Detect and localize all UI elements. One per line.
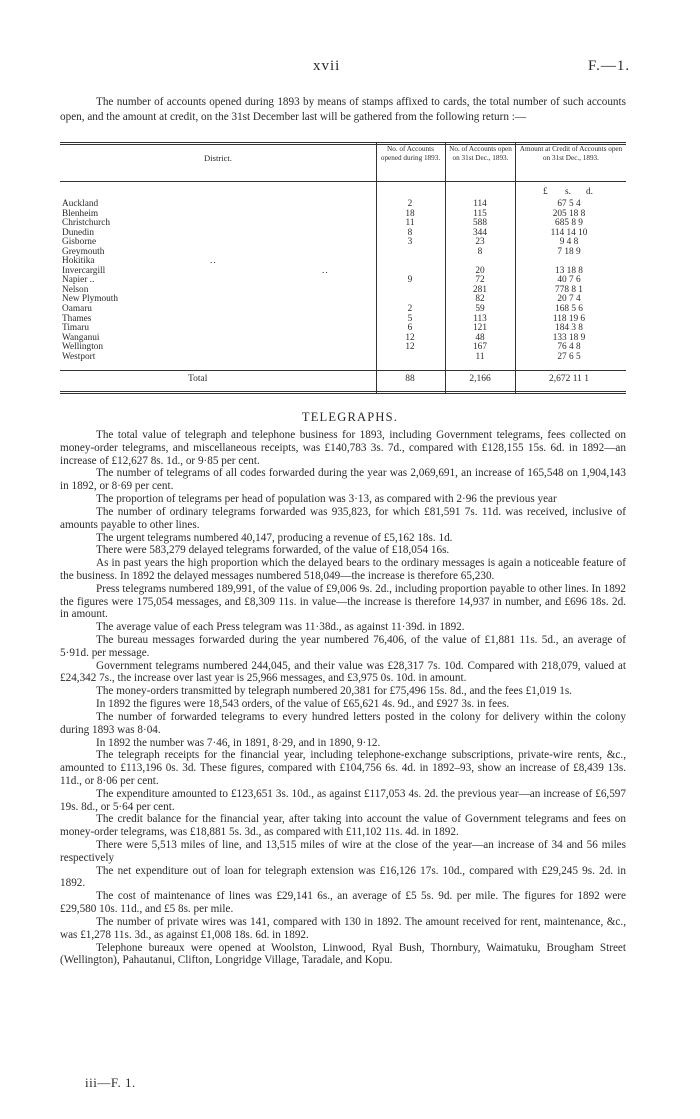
- currency-header-row: [60, 188, 626, 198]
- open-cell: 48: [475, 332, 485, 343]
- amount-cell: 7 18 9: [557, 246, 581, 257]
- open-cell: 114: [473, 199, 487, 209]
- table-row: [60, 334, 626, 344]
- paragraph: In 1892 the number was 7·46, in 1891, 8·29, and in 1890, 9·12.: [96, 736, 381, 749]
- amount-cell: 778 8 1: [555, 284, 583, 295]
- paragraph: The proportion of telegrams per head of population was 3·13, as compared with 2·96 the previous year: [96, 493, 557, 506]
- district-cell: Nelson: [62, 284, 89, 295]
- open-cell: 11: [475, 351, 485, 362]
- leader-dots: ..: [210, 256, 217, 267]
- amount-cell: 685 8 9: [555, 218, 583, 229]
- page-number: xvii: [313, 58, 341, 74]
- header-amount: Amount at Credit of Accounts open on 31st Dec., 1893.: [519, 145, 623, 162]
- total-open: 2,166: [469, 374, 491, 384]
- paragraph: As in past years the high proportion which the delayed bears to the ordinary messages is again a noticeable feature of the business. In 1892 the delayed messages numbered 518,049—the increase is therefore 65,230.: [60, 557, 626, 582]
- opened-cell: 2: [407, 199, 413, 209]
- open-cell: 588: [473, 218, 487, 229]
- paragraph: There were 5,513 miles of line, and 13,515 miles of wire at the close of the year—an increase of 34 and 56 miles respectively: [60, 839, 626, 864]
- table-row: [60, 267, 626, 277]
- district-cell: Christchurch: [62, 218, 111, 229]
- document-code: F.—1.: [588, 58, 631, 74]
- table-row: [60, 238, 626, 248]
- district-cell: Dunedin: [62, 227, 95, 238]
- district-cell: Oamaru: [62, 304, 92, 315]
- header-opened: No. of Accounts opened during 1893.: [380, 145, 441, 162]
- paragraph: The number of telegrams of all codes forwarded during the year was 2,069,691, an increase of 165,548 on 1,904,143 in 1892, or 8·69 per cent.: [60, 467, 626, 493]
- district-cell: Hokitika: [62, 256, 95, 267]
- table-row: [60, 248, 626, 258]
- open-cell: 121: [473, 323, 487, 334]
- open-cell: 115: [473, 208, 487, 219]
- opened-cell: 12: [405, 332, 415, 343]
- open-cell: 72: [475, 275, 485, 286]
- district-cell: Wellington: [62, 342, 104, 353]
- table-total-rule: [60, 370, 626, 371]
- table-header-rule: [60, 181, 626, 182]
- open-cell: 113: [473, 313, 487, 324]
- table-row: [60, 305, 626, 315]
- pounds-symbol: £: [543, 187, 548, 197]
- district-cell: Greymouth: [62, 246, 105, 257]
- opened-cell: 9: [407, 275, 413, 286]
- table-row: [60, 286, 626, 296]
- amount-cell: 184 3 8: [555, 323, 583, 334]
- accounts-table: [60, 142, 626, 394]
- amount-cell: 13 18 8: [555, 265, 583, 276]
- amount-cell: 168 5 6: [555, 304, 583, 315]
- total-label: Total: [188, 374, 208, 384]
- paragraph: There were 583,279 delayed telegrams forwarded, of the value of £18,054 16s.: [96, 544, 450, 557]
- paragraph: The bureau messages forwarded during the year numbered 76,406, of the value of £1,881 11s. 5d., an average of 5·91d. per message.: [60, 634, 626, 659]
- district-cell: Invercargill: [62, 265, 106, 276]
- total-amount: 2,672 11 1: [548, 374, 590, 384]
- total-row: [60, 374, 626, 388]
- table-row: [60, 257, 626, 267]
- district-cell: Napier ..: [62, 275, 95, 286]
- telegraphs-body: [60, 429, 626, 967]
- open-cell: 8: [477, 246, 483, 257]
- paragraph: The number of ordinary telegrams forwarded was 935,823, for which £81,591 7s. 11d. was received, inclusive of amounts payable to other lines.: [60, 505, 626, 531]
- table-row: [60, 200, 626, 210]
- leader-dots: ..: [322, 265, 329, 276]
- open-cell: 82: [475, 294, 485, 305]
- total-opened: 88: [405, 374, 415, 384]
- amount-cell: 67 5 4: [557, 199, 581, 209]
- amount-cell: 76 4 8: [557, 342, 581, 353]
- paragraph: The telegraph receipts for the financial year, including telephone-exchange subscriptions, private-wire rents, &c., amounted to £113,196 0s. 3d. These figures, compared with £104,756 6s. 4d. in 1892–93, show an increase of £8,439 13s. 11d., or 8·06 per cent.: [60, 749, 626, 787]
- paragraph: The urgent telegrams numbered 40,147, producing a revenue of £5,162 18s. 1d.: [96, 531, 453, 544]
- amount-cell: 40 7 6: [557, 275, 581, 286]
- amount-cell: 118 19 6: [552, 313, 586, 324]
- paragraph: The total value of telegraph and telephone business for 1893, including Government telegrams, fees collected on money-order telegrams, and miscellaneous receipts, was £140,783 3s. 7d., compared with £128,155 15s. 6d. in 1892—an increase of £12,627 8s. 1d., or 9·85 per cent.: [60, 429, 626, 467]
- open-cell: 167: [473, 342, 487, 353]
- district-cell: Blenheim: [62, 208, 99, 219]
- table-body: [60, 200, 626, 362]
- paragraph: The number of private wires was 141, compared with 130 in 1892. The amount received for rent, maintenance, &c., was £1,278 11s. 3d., as against £1,008 18s. 6d. in 1892.: [60, 915, 626, 941]
- table-row: [60, 276, 626, 286]
- table-row: [60, 315, 626, 325]
- amount-cell: 9 4 8: [559, 237, 579, 248]
- opened-cell: 11: [405, 218, 415, 229]
- table-row: [60, 229, 626, 239]
- signature-footer: iii—F. 1.: [85, 1075, 136, 1090]
- paragraph: The credit balance for the financial year, after taking into account the value of Government telegrams and fees on money-order telegrams, was £18,881 5s. 3d., as compared with £11,102 11s. 4d. in 1892.: [60, 813, 626, 839]
- paragraph: The net expenditure out of loan for telegraph extension was £16,126 17s. 10d., compared with £29,245 9s. 2d. in 1892.: [60, 864, 626, 890]
- paragraph: Government telegrams numbered 244,045, and their value was £28,317 7s. 10d. Compared with 218,079, valued at £24,342 7s., the increase over last year is 25,966 messages, and £3,975 0s. 10d. in amount.: [60, 659, 626, 685]
- amount-cell: 114 14 10: [550, 227, 588, 238]
- paragraph: Press telegrams numbered 189,991, of the value of £9,006 9s. 2d., including proportion payable to other lines. In 1892 the figures were 175,054 messages, and £8,309 11s. in value—the increase is therefore 14,937 in number, and £696 18s. 2d. in amount.: [60, 582, 626, 621]
- district-cell: Timaru: [62, 323, 90, 334]
- paragraph: The expenditure amounted to £123,651 3s. 10d., as against £117,053 4s. 2d. the previous year—an increase of £6,597 19s. 8d., or 5·64 per cent.: [60, 787, 626, 813]
- paragraph: The number of forwarded telegrams to every hundred letters posted in the colony for delivery within the colony during 1893 was 8·04.: [60, 710, 626, 736]
- opened-cell: 6: [407, 323, 413, 334]
- opened-cell: 2: [407, 304, 413, 315]
- header-district: District.: [204, 153, 232, 163]
- opened-cell: 8: [407, 227, 413, 238]
- district-cell: Gisborne: [62, 237, 97, 248]
- table-row: [60, 210, 626, 220]
- paragraph: The cost of maintenance of lines was £29,141 6s., an average of £5 5s. 9d. per mile. The figures for 1892 were £29,580 10s. 11d., and £5 8s. per mile.: [60, 890, 626, 916]
- opened-cell: 5: [407, 313, 413, 324]
- amount-cell: 205 18 8: [552, 208, 586, 219]
- district-cell: Thames: [62, 313, 92, 324]
- open-cell: 281: [473, 284, 487, 295]
- intro-paragraph: [60, 95, 626, 126]
- paragraph: Telephone bureaux were opened at Woolston, Linwood, Ryal Bush, Thornbury, Waimatuku, Brougham Street (Wellington), Pahautanui, Clifton, Longridge Village, Taradale, and Kopu.: [60, 941, 626, 967]
- table-row: [60, 353, 626, 363]
- open-cell: 59: [475, 304, 485, 315]
- amount-cell: 20 7 4: [557, 294, 581, 305]
- open-cell: 344: [473, 227, 487, 238]
- table-row: [60, 343, 626, 353]
- paragraph: The money-orders transmitted by telegraph numbered 20,381 for £75,496 15s. 8d., and the fees £1,019 1s.: [96, 685, 572, 698]
- amount-cell: 27 6 5: [557, 351, 581, 362]
- amount-cell: 133 18 9: [552, 332, 586, 343]
- section-title: TELEGRAPHS.: [301, 410, 399, 424]
- district-cell: Westport: [62, 351, 96, 362]
- opened-cell: 18: [405, 208, 415, 219]
- district-cell: Auckland: [62, 199, 99, 209]
- table-row: [60, 324, 626, 334]
- district-cell: New Plymouth: [62, 294, 119, 305]
- district-cell: Wanganui: [62, 332, 100, 343]
- header-open: No. of Accounts open on 31st Dec., 1893.: [449, 145, 512, 162]
- open-cell: 20: [475, 265, 485, 276]
- open-cell: 23: [475, 237, 485, 248]
- shillings-symbol: s.: [565, 187, 571, 197]
- intro-text: The number of accounts opened during 1893 by means of stamps affixed to cards, the total number of such accounts open, and the amount at credit, on the 31st December last will be gathered from the following return :—: [60, 96, 626, 124]
- table-row: [60, 295, 626, 305]
- opened-cell: 12: [405, 342, 415, 353]
- pence-symbol: d.: [586, 187, 593, 197]
- table-row: [60, 219, 626, 229]
- paragraph: In 1892 the figures were 18,543 orders, of the value of £65,621 4s. 9d., and £927 3s. in fees.: [96, 698, 510, 711]
- paragraph: The average value of each Press telegram was 11·38d., as against 11·39d. in 1892.: [96, 621, 465, 634]
- table-bottom-rule: [60, 391, 626, 394]
- opened-cell: 3: [407, 237, 413, 248]
